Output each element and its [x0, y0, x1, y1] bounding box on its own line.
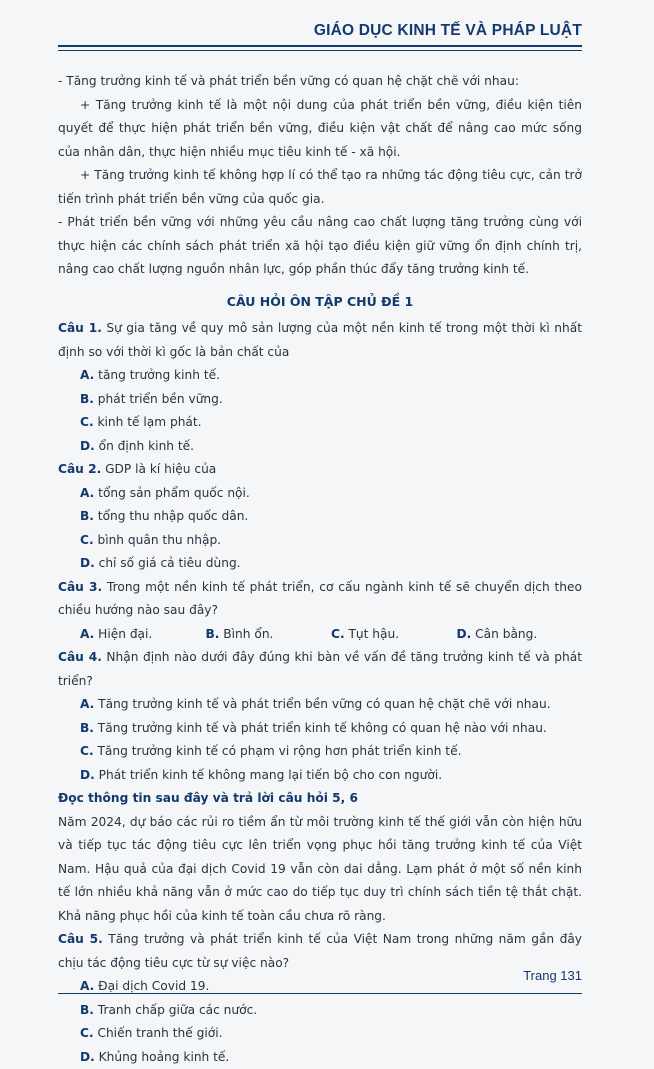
page-content [58, 70, 582, 1069]
question-1 [58, 317, 582, 364]
header-rule [58, 45, 582, 47]
option-a: A. tăng trưởng kinh tế. [80, 364, 332, 388]
question-4-text: Nhận định nào dưới đây đúng khi bàn về vấn đề tăng trưởng kinh tế và phát triển? [58, 650, 582, 688]
footer-rule [58, 993, 582, 994]
question-2-text: GDP là kí hiệu của [101, 462, 216, 476]
intro-paragraph-2: + Tăng trưởng kinh tế là một nội dung của phát triển bền vững, điều kiện tiên quyết để thực hiện phát triển bền vững, điều kiện vật chất để nâng cao mức sống của nhân dân, thực hiện nhiều mục tiêu kinh tế - xã hội. [58, 94, 582, 165]
question-4-options [58, 693, 582, 787]
question-5-options [58, 975, 582, 1069]
question-1-options [58, 364, 582, 458]
option-d: D. Cân bằng. [457, 623, 583, 647]
option-c: C. Tụt hậu. [331, 623, 457, 647]
option-d: D. Khủng hoảng kinh tế. [80, 1046, 332, 1069]
option-d: D. chỉ số giá cả tiêu dùng. [80, 552, 332, 576]
option-c: C. kinh tế lạm phát. [80, 411, 332, 435]
option-a: A. tổng sản phẩm quốc nội. [80, 482, 332, 506]
question-3-label: Câu 3. [58, 580, 102, 594]
option-a: A. Tăng trưởng kinh tế và phát triển bền vững có quan hệ chặt chẽ với nhau. [80, 693, 582, 717]
intro-paragraph-1: - Tăng trưởng kinh tế và phát triển bền vững có quan hệ chặt chẽ với nhau: [58, 70, 582, 94]
question-3-options [58, 623, 582, 647]
option-b: B. Tranh chấp giữa các nước. [80, 999, 332, 1023]
question-1-text: Sự gia tăng về quy mô sản lượng của một nền kinh tế trong một thời kì nhất định so với thời kì gốc là bản chất của [58, 321, 582, 359]
running-header-title: GIÁO DỤC KINH TẾ VÀ PHÁP LUẬT [314, 22, 582, 40]
question-1-label: Câu 1. [58, 321, 102, 335]
section-heading: CÂU HỎI ÔN TẬP CHỦ ĐỀ 1 [58, 290, 582, 314]
option-c: C. Tăng trưởng kinh tế có phạm vi rộng hơn phát triển kinh tế. [80, 740, 582, 764]
intro-paragraph-4: - Phát triển bền vững với những yêu cầu nâng cao chất lượng tăng trưởng cùng với thực hiện các chính sách phát triển xã hội tạo điều kiện giữ vững ổn định chính trị, nâng cao chất lượng nguồn nhân lực, góp phần thúc đẩy tăng trưởng kinh tế. [58, 211, 582, 282]
reading-passage: Năm 2024, dự báo các rủi ro tiềm ẩn từ môi trường kinh tế thế giới vẫn còn hiện hữu và tiếp tục tác động tiêu cực lên triển vọng phục hồi tăng trưởng kinh tế của Việt Nam. Hậu quả của đại dịch Covid 19 vẫn còn dai dẳng. Lạm phát ở một số nền kinh tế lớn nhiều khả năng vẫn ở mức cao do tiếp tục duy trì chính sách tiền tệ thắt chặt. Khả năng phục hồi của kinh tế toàn cầu chưa rõ ràng. [58, 811, 582, 929]
page-number: Trang 131 [523, 968, 582, 983]
option-c: C. Chiến tranh thế giới. [80, 1022, 332, 1046]
option-b: B. tổng thu nhập quốc dân. [80, 505, 332, 529]
option-a: A. Đại dịch Covid 19. [80, 975, 332, 999]
reading-heading: Đọc thông tin sau đây và trả lời câu hỏi 5, 6 [58, 787, 582, 811]
question-5 [58, 928, 582, 975]
option-d: D. Phát triển kinh tế không mang lại tiến bộ cho con người. [80, 764, 582, 788]
question-2-label: Câu 2. [58, 462, 101, 476]
question-4-label: Câu 4. [58, 650, 102, 664]
intro-paragraph-3: + Tăng trưởng kinh tế không hợp lí có thể tạo ra những tác động tiêu cực, cản trở tiến trình phát triển bền vững của quốc gia. [58, 164, 582, 211]
option-d: D. ổn định kinh tế. [80, 435, 332, 459]
question-4 [58, 646, 582, 693]
question-2-options [58, 482, 582, 576]
option-a: A. Hiện đại. [80, 623, 206, 647]
option-b: B. Bình ổn. [206, 623, 332, 647]
option-b: B. phát triển bền vững. [80, 388, 332, 412]
question-3 [58, 576, 582, 623]
question-2 [58, 458, 582, 482]
question-5-text: Tăng trưởng và phát triển kinh tế của Việt Nam trong những năm gần đây chịu tác động tiêu cực từ sự việc nào? [58, 932, 582, 970]
question-5-label: Câu 5. [58, 932, 103, 946]
question-3-text: Trong một nền kinh tế phát triển, cơ cấu ngành kinh tế sẽ chuyển dịch theo chiều hướng nào sau đây? [58, 580, 582, 618]
header-rule-thin [58, 50, 582, 51]
option-c: C. bình quân thu nhập. [80, 529, 332, 553]
option-b: B. Tăng trưởng kinh tế và phát triển kinh tế không có quan hệ nào với nhau. [80, 717, 582, 741]
